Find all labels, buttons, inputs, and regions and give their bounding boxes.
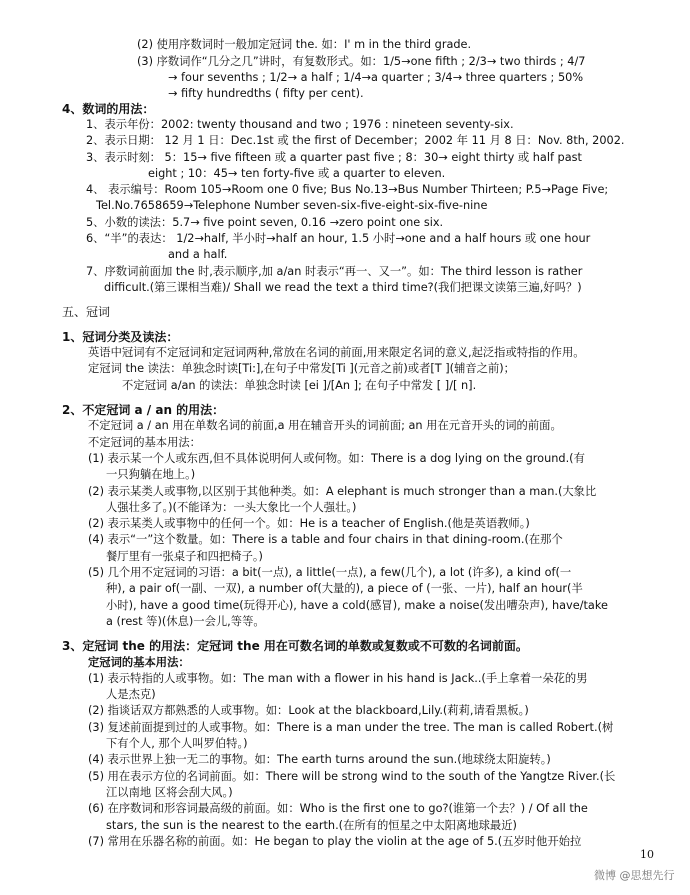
text-line: 五、冠词 (62, 305, 111, 319)
text-line: (3) 序数词作“几分之几”讲时，有复数形式。如：1/5→one fifth ; 2/3→ two thirds ; 4/7 (137, 55, 586, 68)
text-line: (5) 几个用不定冠词的习语：a bit(一点), a little(一点), a few(几个), a lot (许多), a kind of(一 (88, 566, 572, 579)
text-line: 种), a pair of(一副、一双), a number of(大量的), a piece of (一张、一片), half an hour(半 (106, 582, 583, 595)
text-line: 下有个人, 那个人叫罗伯特。) (106, 737, 248, 750)
text-line: (4) 表示世界上独一无二的事物。如：The earth turns around the sun.(地球绕太阳旋转。) (88, 753, 551, 766)
text-line: 不定冠词 a / an 用在单数名词的前面,a 用在辅音开头的词前面; an 用在元音开头的词的前面。 (88, 419, 562, 432)
text-line: (3) 复述前面提到过的人或事物。如：There is a man under the tree. The man is called Robert.(树 (88, 721, 614, 734)
text-line: 1、表示年份：2002: twenty thousand and two ; 1976 : nineteen seventy-six. (86, 118, 514, 131)
text-line: 3、表示时刻： 5：15→ five fifteen 或 a quarter past five ; 8：30→ eight thirty 或 half past (86, 151, 582, 164)
text-line: (6) 在序数词和形容词最高级的前面。如：Who is the first one to go?(谁第一个去？) / Of all the (88, 802, 588, 815)
text-line: 一只狗躺在地上。) (106, 468, 196, 481)
text-line: 4、数词的用法： (62, 102, 155, 116)
text-line: 小时), have a good time(玩得开心), have a cold(感冒), make a noise(发出嘈杂声), have/take (106, 599, 608, 612)
page-number: 10 (640, 848, 654, 861)
text-line: (2) 指谈话双方都熟悉的人或事物。如：Look at the blackboard,Lily.(莉莉,请看黑板。) (88, 704, 529, 717)
text-line: 人强壮多了。)(不能译为：一头大象比一个人强壮。) (106, 501, 357, 514)
text-line: 江以南地 区将会刮大风。) (106, 786, 233, 799)
text-line: 2、表示日期： 12 月 1 日：Dec.1st 或 the first of December；2002 年 11 月 8 日：Nov. 8th, 2002. (86, 134, 625, 147)
text-line: 餐厅里有一张桌子和四把椅子。) (106, 550, 263, 563)
text-line: Tel.No.7658659→Telephone Number seven-six-five-eight-six-five-nine (96, 199, 488, 212)
text-line: 7、序数词前面加 the 时,表示顺序,加 a/an 时表示“再一、又一”。如：The third lesson is rather (86, 265, 583, 278)
text-line: → four sevenths ; 1/2→ a half ; 1/4→a quarter ; 3/4→ three quarters ; 50% (168, 71, 584, 84)
text-line: (2) 表示某类人或事物中的任何一个。如：He is a teacher of English.(他是英语教师。) (88, 517, 530, 530)
text-line: eight ; 10：45→ ten forty-five 或 a quarter to eleven. (148, 167, 446, 180)
text-line: 4、 表示编号：Room 105→Room one 0 five; Bus No.13→Bus Number Thirteen; P.5→Page Five; (86, 183, 609, 196)
text-line: (7) 常用在乐器名称的前面。如：He began to play the violin at the age of 5.(五岁时他开始拉 (88, 835, 582, 848)
text-line: (1) 表示某一个人或东西,但不具体说明何人或何物。如：There is a dog lying on the ground.(有 (88, 452, 585, 465)
text-line: (2) 表示某类人或事物,以区别于其他种类。如：A elephant is much stronger than a man.(大象比 (88, 485, 597, 498)
text-line: and a half. (168, 248, 228, 261)
text-line: 5、小数的读法：5.7→ five point seven, 0.16 →zero point one six. (86, 216, 444, 229)
text-line: 人是杰克) (106, 688, 156, 701)
text-line: (4) 表示“一”这个数量。如：There is a table and four chairs in that dining-room.(在那个 (88, 533, 563, 546)
text-line: (2) 使用序数词时一般加定冠词 the. 如：I' m in the third grade. (137, 38, 472, 51)
text-line: 6、“半”的表达： 1/2→half, 半小时→half an hour, 1.5 小时→one and a half hours 或 one hour (86, 232, 591, 245)
text-line: 3、定冠词 the 的用法：定冠词 the 用在可数名词的单数或复数或不可数的名词前面。 (62, 639, 528, 653)
text-line: (1) 表示特指的人或事物。如：The man with a flower in his hand is Jack..(手上拿着一朵花的男 (88, 672, 588, 685)
text-line: (5) 用在表示方位的名词前面。如：There will be strong wind to the south of the Yangtze River.(长 (88, 770, 616, 783)
text-line: difficult.(第三课相当难)/ Shall we read the text a third time?(我们把课文读第三遍,好吗？) (104, 281, 582, 294)
text-line: 1、冠词分类及读法： (62, 330, 179, 344)
text-line: 不定冠词 a/an 的读法：单独念时读 [ei ]/[An ]; 在句子中常发 [ ]/[ n]. (122, 379, 477, 392)
text-line: 英语中冠词有不定冠词和定冠词两种,常放在名词的前面,用来限定名词的意义,起泛指或特指的作用。 (88, 346, 585, 359)
text-line: 定冠词的基本用法： (88, 656, 190, 669)
watermark: 微博 @思想先行 (594, 869, 675, 882)
text-line: 定冠词 the 读法：单独念时读[Ti:],在句子中常发[Ti ](元音之前)或者[T ](辅音之前)； (88, 362, 515, 375)
text-line: 2、不定冠词 a / an 的用法： (62, 403, 225, 417)
text-line: → fifty hundredths ( fifty per cent). (168, 87, 364, 100)
text-line: 不定冠词的基本用法： (88, 436, 201, 449)
text-line: a (rest 等)(休息)一会儿,等等。 (106, 615, 265, 628)
text-line: stars, the sun is the nearest to the earth.(在所有的恒星之中太阳离地球最近) (106, 819, 517, 832)
